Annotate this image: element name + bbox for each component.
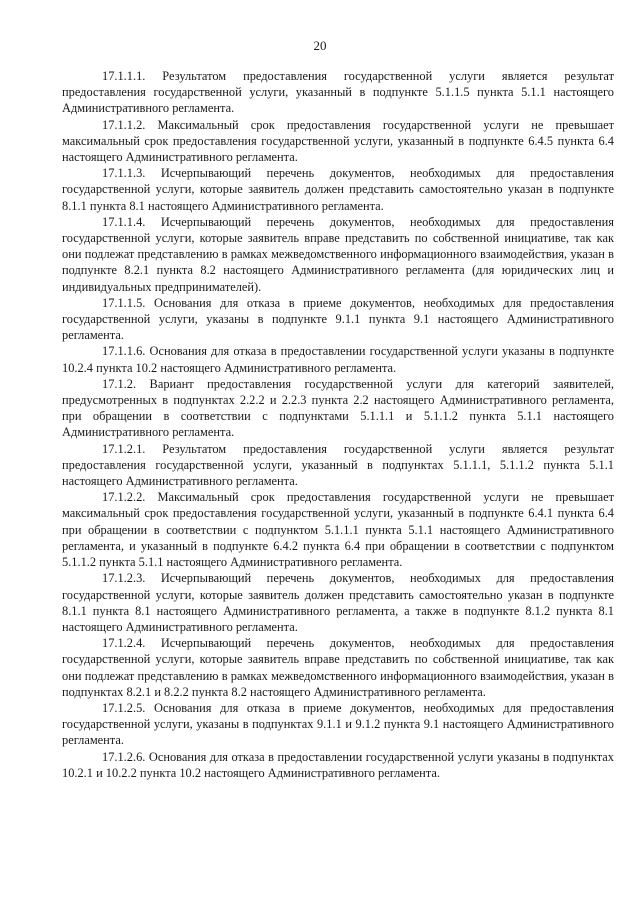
- page-number: 20: [313, 38, 327, 53]
- paragraph-17-1-2-3: 17.1.2.3. Исчерпывающий перечень документов, необходимых для предоставления государственной услуги, которые заявитель должен представить самостоятельно указан в подпункте 8.1.1 пункта 8.1 настоящего Административного регламента, а также в подпункте 8.1.2 пункта 8.1 настоящего Административного регламента.: [62, 571, 614, 634]
- paragraph-17-1-1-1: 17.1.1.1. Результатом предоставления государственной услуги является результат предоставления государственной услуги, указанный в подпункте 5.1.1.5 пункта 5.1.1 настоящего Административного регламента.: [62, 69, 614, 116]
- paragraph-17-1-1-2: 17.1.1.2. Максимальный срок предоставления государственной услуги не превышает максимальный срок предоставления государственной услуги, указанный в подпункте 6.4.5 пункта 6.4 настоящего Административного регламента.: [62, 117, 614, 165]
- paragraph-17-1-2-1: 17.1.2.1. Результатом предоставления государственной услуги является результат предоставления государственной услуги, указанный в подпунктах 5.1.1.1, 5.1.1.2 пункта 5.1.1 настоящего Административного регламента.: [62, 441, 614, 489]
- paragraph-17-1-1-6: 17.1.1.6. Основания для отказа в предоставлении государственной услуги указаны в подпункте 10.2.4 пункта 10.2 настоящего Административного регламента.: [62, 344, 614, 375]
- paragraph-17-1-1-3: 17.1.1.3. Исчерпывающий перечень документов, необходимых для предоставления государственной услуги, которые заявитель должен представить самостоятельно указан в подпункте 8.1.1 пункта 8.1 настоящего Административного регламента.: [62, 166, 614, 213]
- paragraph-17-1-2-6: 17.1.2.6. Основания для отказа в предоставлении государственной услуги указаны в подпунктах 10.2.1 и 10.2.2 пункта 10.2 настоящего Административного регламента.: [62, 749, 614, 780]
- paragraph-17-1-1-4: 17.1.1.4. Исчерпывающий перечень документов, необходимых для предоставления государственной услуги, которые заявитель вправе представить по собственной инициативе, так как они подлежат представлению в рамках межведомственного информационного взаимодействия, указан в подпункте 8.2.1 пункта 8.2 настоящего Административного регламента (для юридических лиц и индивидуальных предпринимателей).: [62, 214, 614, 294]
- paragraph-17-1-2-4: 17.1.2.4. Исчерпывающий перечень документов, необходимых для предоставления государственной услуги, которые заявитель вправе представить по собственной инициативе, так как они подлежат представлению в рамках межведомственного информационного взаимодействия, указан в подпунктах 8.2.1 и 8.2.2 пункта 8.2 настоящего Административного регламента.: [62, 636, 614, 699]
- document-body: [62, 68, 614, 781]
- paragraph-17-1-1-5: 17.1.1.5. Основания для отказа в приеме документов, необходимых для предоставления государственной услуги, указаны в подпункте 9.1.1 пункта 9.1 настоящего Административного регламента.: [62, 295, 614, 343]
- paragraph-17-1-2: 17.1.2. Вариант предоставления государственной услуги для категорий заявителей, предусмотренных в подпунктах 2.2.2 и 2.2.3 пункта 2.2 настоящего Административного регламента, при обращении в соответствии с подпунктами 5.1.1.1 и 5.1.1.2 пункта 5.1.1 настоящего Административного регламента.: [62, 376, 614, 440]
- paragraph-17-1-2-2: 17.1.2.2. Максимальный срок предоставления государственной услуги не превышает максимальный срок предоставления государственной услуги, указанный в подпункте 6.4.1 пункта 6.4 при обращении в соответствии с подпунктом 5.1.1.1 пункта 5.1.1 настоящего Административного регламента, и указанный в подпункте 6.4.2 пункта 6.4 при обращении в соответствии с подпунктом 5.1.1.2 пункта 5.1.1 настоящего Административного регламента.: [62, 490, 614, 570]
- paragraph-17-1-2-5: 17.1.2.5. Основания для отказа в приеме документов, необходимых для предоставления государственной услуги, указаны в подпунктах 9.1.1 и 9.1.2 пункта 9.1 настоящего Административного регламента.: [62, 700, 614, 748]
